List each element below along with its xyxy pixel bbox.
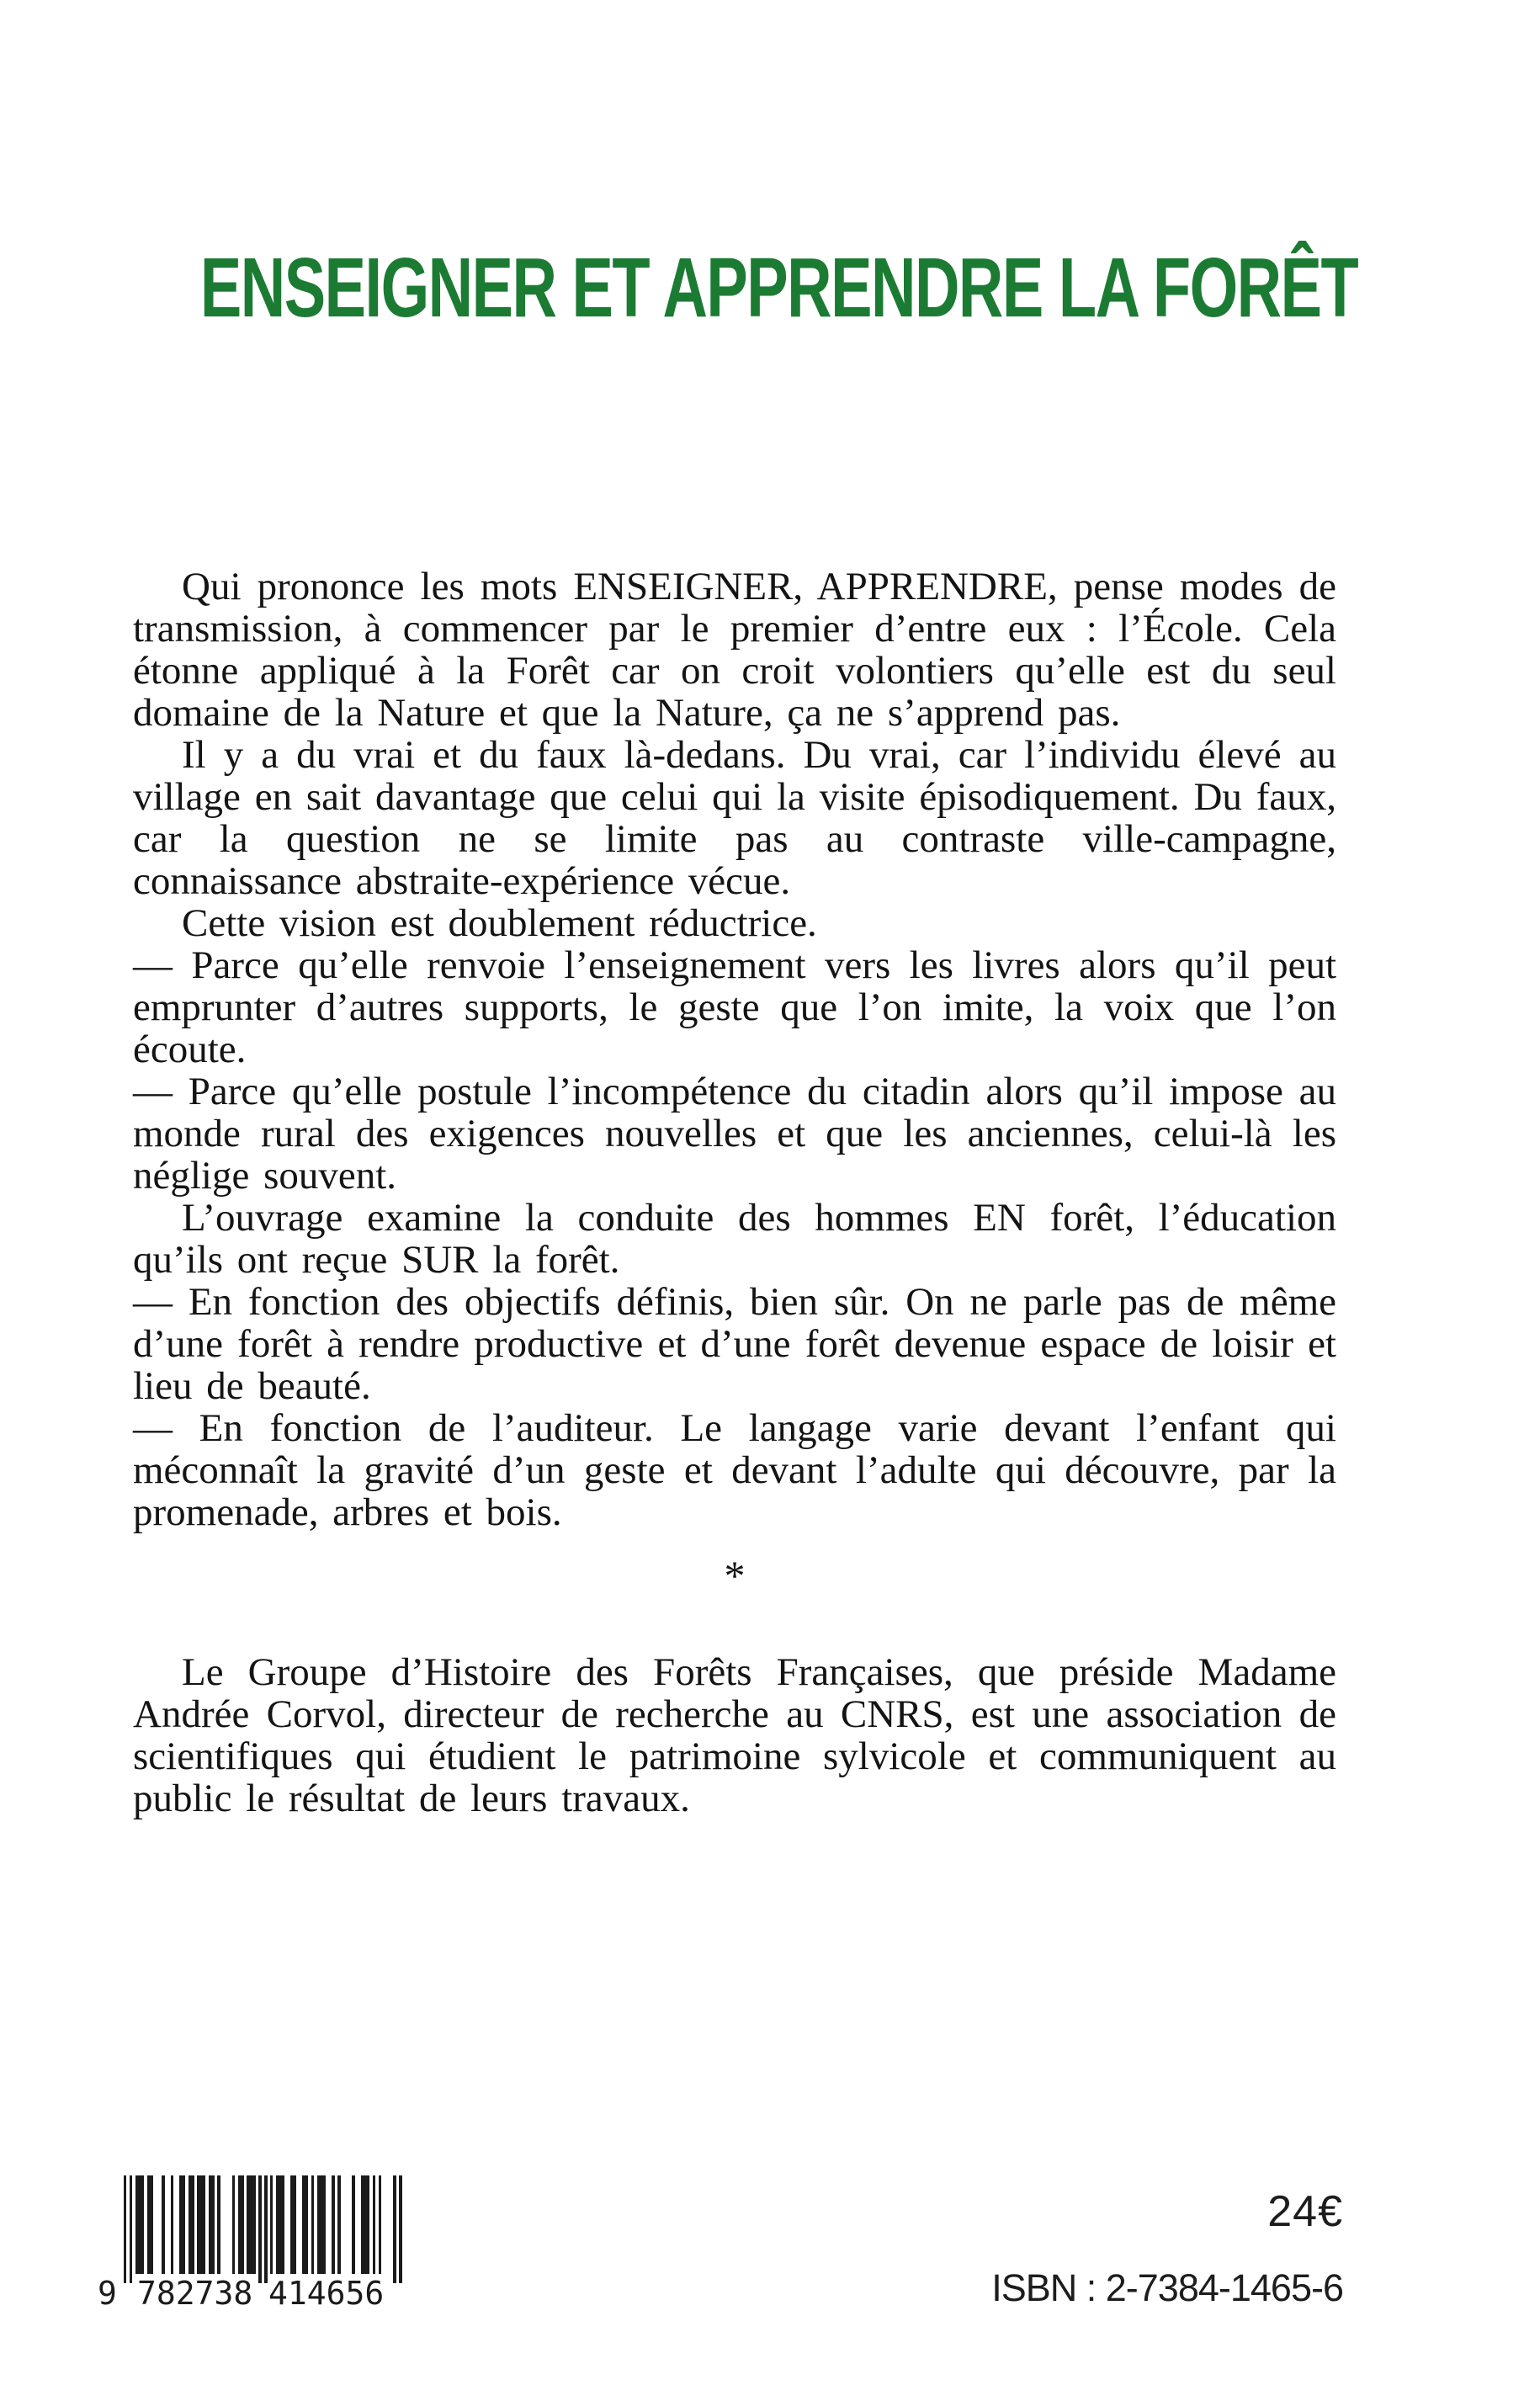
barcode-bar (179, 2175, 185, 2274)
body-paragraph: — En fonction de l’auditeur. Le langage varie devant l’enfant qui méconnaît la gravité d’un geste et devant l’adulte qui découvre, par la promenade, arbres et bois. (133, 1406, 1336, 1534)
price-label: 24€ (1267, 2187, 1343, 2236)
barcode-bar (311, 2175, 314, 2274)
barcode-bar (379, 2175, 381, 2274)
barcode-digit-first: 9 (98, 2275, 117, 2312)
barcode-bar (209, 2175, 215, 2274)
barcode-bar (332, 2175, 334, 2274)
barcode-bar (393, 2175, 396, 2283)
barcode-bar (124, 2175, 126, 2283)
body-paragraph: — En fonction des objectifs définis, bien sûr. On ne parle pas de même d’une forêt à rendre productive et d’une forêt devenue espace de loisir et lieu de beauté. (133, 1280, 1336, 1408)
page-title: ENSEIGNER ET APPRENDRE LA FORÊT (199, 241, 1358, 335)
barcode-bar (302, 2175, 308, 2274)
barcode-bar (238, 2175, 244, 2274)
body-paragraph: — Parce qu’elle renvoie l’enseignement vers les livres alors qu’il peut emprunter d’autres supports, le geste que l’on imite, la voix que l’on écoute. (133, 943, 1336, 1071)
barcode-bar (162, 2175, 164, 2274)
barcode-bar (197, 2175, 205, 2274)
barcode-bar (317, 2175, 326, 2274)
barcode-bar (130, 2175, 132, 2283)
body-paragraph: L’ouvrage examine la conduite des hommes EN forêt, l’éducation qu’ils ont reçue SUR la forêt. (133, 1196, 1336, 1282)
body-paragraph: Le Groupe d’Histoire des Forêts Françaises, que préside Madame Andrée Corvol, directeur de recherche au CNRS, est une association de scientifiques qui étudient le patrimoine sylvicole et communiquent au public le résultat de leurs travaux. (133, 1650, 1336, 1820)
barcode-bar (337, 2175, 340, 2274)
barcode-bar (373, 2175, 375, 2274)
body-paragraph: Il y a du vrai et du faux là-dedans. Du vrai, car l’individu élevé au village en sait davantage que celui qui la visite épisodiquement. Du faux, car la question ne se limite pas au contraste ville-campagne, connaissance abstraite-expérience vécue. (133, 733, 1336, 903)
barcode-bar (399, 2175, 401, 2283)
price-isbn-block (905, 2188, 1343, 2308)
barcode-bar (276, 2175, 284, 2274)
barcode-bar (232, 2175, 235, 2274)
body-paragraph: — Parce qu’elle postule l’incompétence du citadin alors qu’il impose au monde rural des exigences nouvelles et que les anciennes, celui-là les néglige souvent. (133, 1070, 1336, 1198)
barcode-bar (135, 2175, 144, 2274)
barcode-bar (361, 2175, 369, 2274)
body-paragraph: Cette vision est doublement réductrice. (182, 901, 817, 945)
isbn-label: ISBN : 2-7384-1465-6 (991, 2266, 1343, 2309)
barcode-bar (189, 2175, 194, 2274)
barcode-bar (258, 2175, 261, 2283)
barcode-digit-group-right: 414656 (268, 2275, 385, 2312)
barcode-bar (352, 2175, 354, 2274)
barcode (98, 2175, 403, 2312)
barcode-bar (217, 2175, 220, 2274)
body-text (133, 566, 1336, 1819)
barcode-bar (147, 2175, 153, 2274)
body-paragraph: Qui prononce les mots ENSEIGNER, APPRENDRE, pense modes de transmission, à commencer par le premier d’entre eux : l’École. Cela étonne appliqué à la Forêt car on croit volontiers qu’elle est du seul domaine de la Nature et que la Nature, ça ne s’apprend pas. (133, 565, 1336, 735)
barcode-bar (247, 2175, 255, 2274)
barcode-digit-group-left: 782738 (137, 2275, 253, 2312)
barcode-bar (270, 2175, 273, 2274)
barcode-bars (124, 2175, 403, 2283)
section-separator: * (724, 1552, 746, 1599)
barcode-bar (264, 2175, 267, 2283)
barcode-bar (290, 2175, 296, 2274)
barcode-bar (171, 2175, 173, 2274)
